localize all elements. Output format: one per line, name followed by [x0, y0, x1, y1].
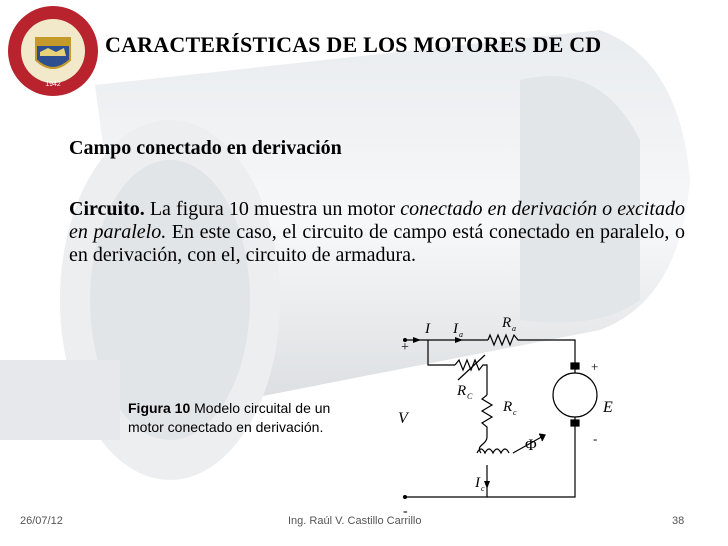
label-RC-sub: C: [467, 392, 473, 401]
label-Ia: I: [453, 321, 458, 337]
logo-year: 1942: [45, 81, 61, 88]
label-Ic: I: [475, 475, 480, 491]
label-Ia-sub: a: [459, 330, 463, 339]
body-paragraph: [69, 198, 685, 267]
university-seal-logo: [6, 4, 100, 98]
paragraph-lead: Circuito.: [69, 198, 145, 220]
footer-author: Ing. Raúl V. Castillo Carrillo: [288, 515, 422, 527]
footer-date: 26/07/12: [20, 515, 63, 527]
paragraph-text-1: La figura 10 muestra un motor: [144, 198, 401, 220]
label-Ic-sub: c: [481, 484, 485, 493]
footer-page-number: 38: [672, 515, 685, 527]
label-plus-motor: +: [591, 359, 599, 374]
slide-title: CARACTERÍSTICAS DE LOS MOTORES DE CD: [105, 32, 602, 57]
label-minus-left: -: [403, 504, 408, 519]
label-RC: R: [457, 383, 467, 399]
current-arrow-I: [413, 337, 421, 343]
figure-caption: [128, 399, 338, 437]
caption-text: Modelo circuital de un motor conectado en derivación.: [128, 400, 331, 435]
label-I: I: [425, 321, 430, 337]
label-E: E: [603, 399, 613, 416]
label-Rc: R: [503, 399, 513, 415]
paragraph-italic: conectado en derivación o excitado en paralelo.: [69, 198, 685, 243]
label-phi: Φ: [525, 437, 537, 454]
label-minus-motor: -: [593, 431, 598, 446]
label-V: V: [398, 410, 408, 427]
label-Ra: R: [502, 315, 512, 331]
caption-figure-label: Figura 10: [128, 400, 191, 416]
label-Ra-sub: a: [512, 324, 516, 333]
label-Rc-sub: c: [513, 408, 517, 417]
circuit-diagram: [395, 305, 635, 520]
current-arrow-Ic: [484, 481, 490, 489]
paragraph-text-2: En este caso, el circuito de campo está conectado en paralelo, o en derivación, con el, circuito de armadura.: [69, 221, 685, 266]
section-subtitle: Campo conectado en derivación: [69, 137, 342, 159]
label-plus-left: +: [401, 340, 409, 355]
